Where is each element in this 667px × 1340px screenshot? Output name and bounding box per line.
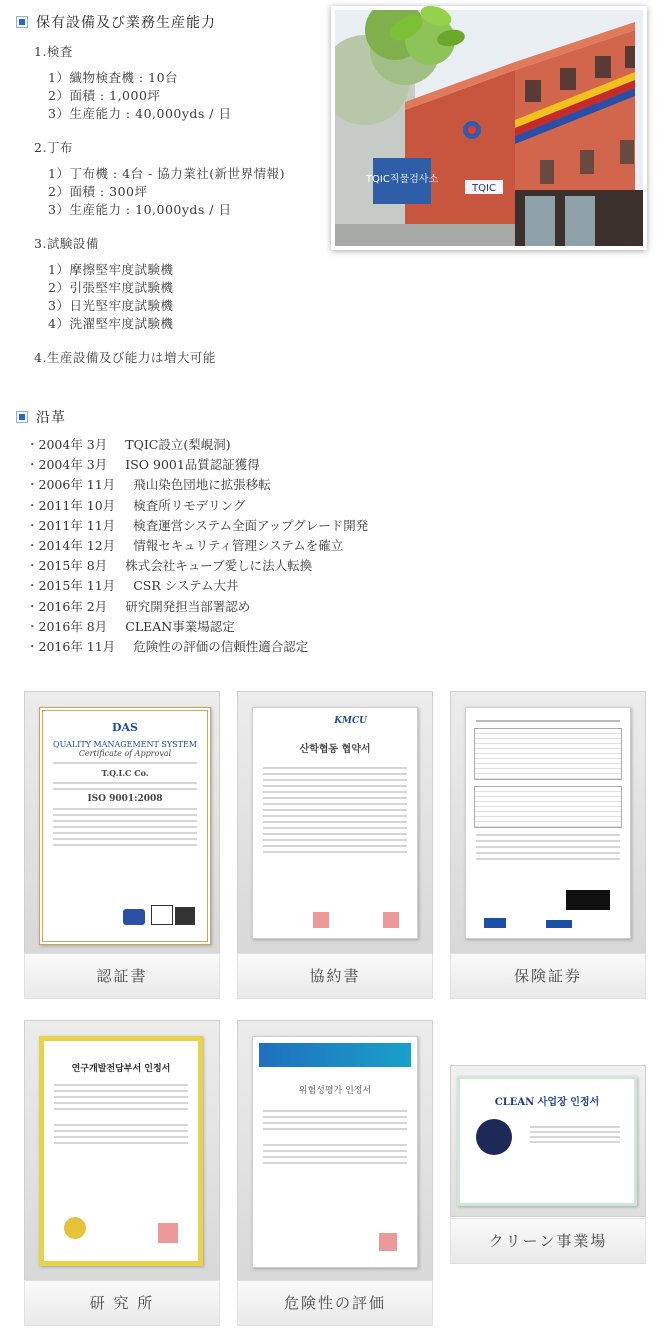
inspection-item: 2）面積 : 1,000坪	[48, 88, 161, 103]
dyeing-item: 2）面積 : 300坪	[48, 184, 148, 199]
iso-doc-title: QUALITY MANAGEMENT SYSTEM	[53, 740, 197, 749]
dyeing-item: 3）生産能力 : 10,000yds / 日	[48, 202, 232, 217]
certificate-card-insurance[interactable]	[450, 691, 646, 955]
caption-insurance: 保険証券	[450, 953, 646, 999]
history-list	[38, 435, 368, 657]
agreement-logo: KMCU	[334, 716, 367, 726]
inspection-item: 3）生産能力 : 40,000yds / 日	[48, 106, 232, 121]
certificate-card-risk[interactable]	[237, 1020, 433, 1284]
bullet-square-icon	[16, 411, 28, 423]
history-entry: ・ 2014年 12月 情報セキュリティ管理システムを確立	[38, 536, 368, 556]
history-entry: ・ 2016年 2月 研究開発担当部署認め	[38, 597, 368, 617]
testing-block	[34, 234, 173, 333]
photo-logo-text: TQIC	[472, 183, 496, 194]
inspection-block	[34, 42, 232, 123]
agreement-doc-title: 산학협동 협약서	[299, 744, 371, 755]
iso-doc-standard: ISO 9001:2008	[87, 794, 163, 804]
iso-doc-subtitle: Certificate of Approval	[78, 749, 172, 758]
inspection-heading: 1.検査	[34, 44, 73, 59]
research-doc-title: 연구개발전담부서 인정서	[71, 1064, 171, 1074]
iso-doc-company: T.Q.I.C Co.	[101, 768, 149, 778]
clean-doc-title: CLEAN 사업장 인정서	[494, 1097, 600, 1108]
testing-item: 2）引張堅牢度試験機	[48, 280, 174, 295]
dyeing-item: 1）丁布機 : 4台 - 協力業社(新世界情報)	[48, 166, 285, 181]
caption-risk: 危険性の評価	[237, 1280, 433, 1326]
iso-certificate-image: DAS QUALITY MANAGEMENT SYSTEM Certificate of Approval T.Q.I.C Co. ISO 9001:2008	[39, 707, 211, 945]
dyeing-block	[34, 138, 285, 219]
testing-item: 4）洗濯堅牢度試験機	[48, 316, 174, 331]
certificate-card-iso[interactable]	[24, 691, 220, 955]
photo-sign-text: TQIC직물검사소	[365, 174, 439, 185]
caption-clean: クリーン事業場	[450, 1218, 646, 1264]
caption-research: 研 究 所	[24, 1280, 220, 1326]
expansion-note: 4.生産設備及び能力は増大可能	[34, 350, 216, 365]
inspection-item: 1）織物検査機 : 10台	[48, 70, 179, 85]
certificate-card-agreement[interactable]	[237, 691, 433, 955]
caption-agreement: 協約書	[237, 953, 433, 999]
history-entry: ・ 2004年 3月 TQIC設立(梨峴洞)	[38, 435, 368, 455]
certificate-card-clean[interactable]	[450, 1065, 646, 1217]
certificate-card-research[interactable]	[24, 1020, 220, 1284]
history-entry: ・ 2016年 8月 CLEAN事業場認定	[38, 617, 368, 637]
caption-certificate: 認証書	[24, 953, 220, 999]
history-entry: ・ 2006年 11月 飛山染色団地に拡張移転	[38, 475, 368, 495]
testing-heading: 3.試験設備	[34, 236, 99, 251]
history-entry: ・ 2011年 11月 検査運営システム全面アップグレード開発	[38, 516, 368, 536]
insurance-policy-image	[465, 707, 631, 939]
bullet-square-icon	[16, 16, 28, 28]
history-entry: ・ 2004年 3月 ISO 9001品質認証獲得	[38, 455, 368, 475]
testing-item: 1）摩擦堅牢度試験機	[48, 262, 174, 277]
history-entry: ・ 2016年 11月 危険性の評価の信頼性適合認定	[38, 637, 368, 657]
equipment-section-title: 保有設備及び業務生産能力	[16, 12, 216, 32]
history-entry: ・ 2015年 11月 CSR システム大井	[38, 576, 368, 596]
history-entry: ・ 2011年 10月 検査所リモデリング	[38, 496, 368, 516]
research-certificate-image	[39, 1036, 203, 1266]
testing-item: 3）日光堅牢度試験機	[48, 298, 174, 313]
building-photo	[331, 6, 647, 250]
dyeing-heading: 2.丁布	[34, 140, 73, 155]
risk-assessment-image	[252, 1036, 418, 1268]
history-section-title: 沿革	[16, 407, 66, 427]
leaves-decoration	[381, 0, 471, 58]
history-entry: ・ 2015年 8月 株式会社キューブ愛しに法人転換	[38, 556, 368, 576]
agreement-image	[252, 707, 418, 939]
clean-certificate-image	[457, 1076, 637, 1206]
risk-doc-title: 위험성평가 인정서	[298, 1086, 372, 1096]
